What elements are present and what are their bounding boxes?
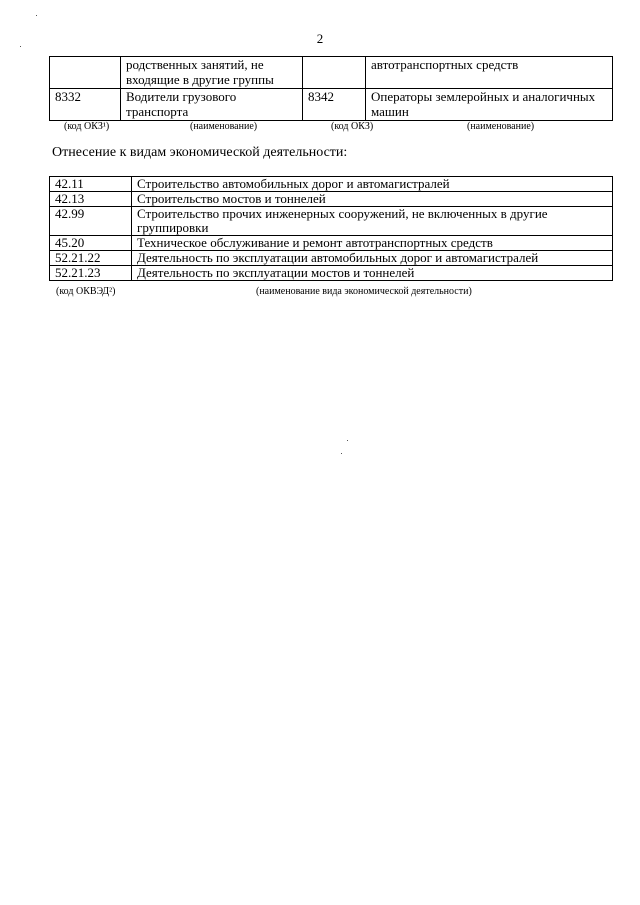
okz-name-cell: Операторы землеройных и аналогичных машин xyxy=(366,89,613,121)
okved-code-cell: 52.21.23 xyxy=(50,266,132,281)
page-number: 2 xyxy=(316,31,324,46)
okved-code-cell: 42.99 xyxy=(50,207,132,236)
okz-name-caption: (наименование) xyxy=(190,121,258,132)
okved-code-cell: 42.11 xyxy=(50,177,132,192)
table-row xyxy=(50,236,613,251)
scan-artifact xyxy=(36,15,37,16)
okved-name-cell: Строительство прочих инженерных сооружений, не включенных в другие группировки xyxy=(132,207,613,236)
table-row xyxy=(50,57,613,89)
section-title: Отнесение к видам экономической деятельности: xyxy=(52,145,348,160)
okved-code-cell: 42.13 xyxy=(50,192,132,207)
okz-table xyxy=(49,56,613,121)
scan-artifact xyxy=(341,453,342,454)
okved-code-caption: (код ОКВЭД²) xyxy=(56,286,116,297)
okved-code-cell: 52.21.22 xyxy=(50,251,132,266)
scan-artifact xyxy=(347,440,348,441)
okz-code-cell xyxy=(303,57,366,89)
okved-name-cell: Деятельность по эксплуатации мостов и тоннелей xyxy=(132,266,613,281)
okved-name-cell: Строительство автомобильных дорог и автомагистралей xyxy=(132,177,613,192)
okved-name-cell: Техническое обслуживание и ремонт автотранспортных средств xyxy=(132,236,613,251)
okz-code-cell: 8342 xyxy=(303,89,366,121)
okz-code-cell: 8332 xyxy=(50,89,121,121)
okz-code-caption: (код ОКЗ¹) xyxy=(64,121,110,132)
table-row xyxy=(50,89,613,121)
okved-name-cell: Строительство мостов и тоннелей xyxy=(132,192,613,207)
okz-name-caption: (наименование) xyxy=(467,121,535,132)
table-row xyxy=(50,207,613,236)
table-row xyxy=(50,192,613,207)
table-row xyxy=(50,177,613,192)
okved-table xyxy=(49,176,613,281)
okz-name-cell: автотранспортных средств xyxy=(366,57,613,89)
okz-code-cell xyxy=(50,57,121,89)
okved-name-caption: (наименование вида экономической деятельности) xyxy=(256,286,472,297)
table-row xyxy=(50,251,613,266)
okz-name-cell: родственных занятий, не входящие в другие группы xyxy=(121,57,303,89)
okz-name-cell: Водители грузового транспорта xyxy=(121,89,303,121)
scan-artifact xyxy=(20,46,21,47)
table-row xyxy=(50,266,613,281)
okved-name-cell: Деятельность по эксплуатации автомобильных дорог и автомагистралей xyxy=(132,251,613,266)
okz-code-caption: (код ОКЗ) xyxy=(331,121,374,132)
okved-code-cell: 45.20 xyxy=(50,236,132,251)
